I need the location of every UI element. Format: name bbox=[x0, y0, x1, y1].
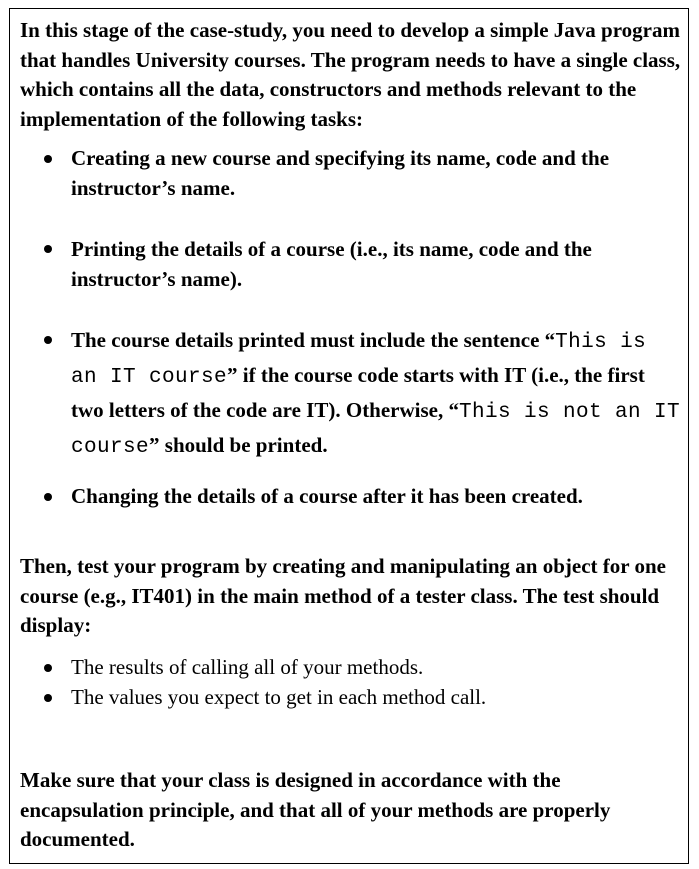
intro-paragraph: In this stage of the case-study, you need to develop a simple Java program that handles University courses. The program needs to have a single class, which contains all the data, constructors and methods relevant to the implementation of the following tasks: bbox=[20, 18, 681, 131]
code-this-is-an-it-course: This is an IT course bbox=[71, 331, 647, 389]
test-paragraph: Then, test your program by creating and manipulating an object for one course (e.g., IT401) in the main method of a tester class. The test should display: bbox=[20, 554, 666, 637]
task-print-details: Printing the details of a course (i.e., its name, code and the instructor’s name). bbox=[71, 237, 592, 291]
bullet-icon bbox=[44, 664, 52, 672]
bullet-icon bbox=[44, 694, 52, 702]
bullet-icon bbox=[44, 336, 52, 344]
closing-paragraph: Make sure that your class is designed in accordance with the encapsulation principle, and that all of your methods are properly documented. bbox=[20, 768, 611, 851]
bullet-icon bbox=[44, 493, 52, 501]
test-item-results: The results of calling all of your methods. bbox=[71, 655, 424, 679]
bullet-icon bbox=[44, 245, 52, 253]
task-it-text-a: The course details printed must include the sentence “ bbox=[71, 328, 556, 352]
test-item-expected-values: The values you expect to get in each method call. bbox=[71, 685, 487, 709]
task-it-course-rule bbox=[71, 324, 681, 464]
bullet-icon bbox=[44, 155, 52, 163]
task-change-details: Changing the details of a course after it has been created. bbox=[71, 484, 583, 508]
code-this-is-not-an-it-course: This is not an IT course bbox=[71, 401, 681, 459]
task-it-text-c: ” should be printed. bbox=[149, 433, 328, 457]
task-create-course: Creating a new course and specifying its name, code and the instructor’s name. bbox=[71, 146, 610, 200]
task-it-text-b: ” if the course code starts with IT (i.e., the first two letters of the code are IT). Otherwise, “ bbox=[71, 363, 645, 422]
